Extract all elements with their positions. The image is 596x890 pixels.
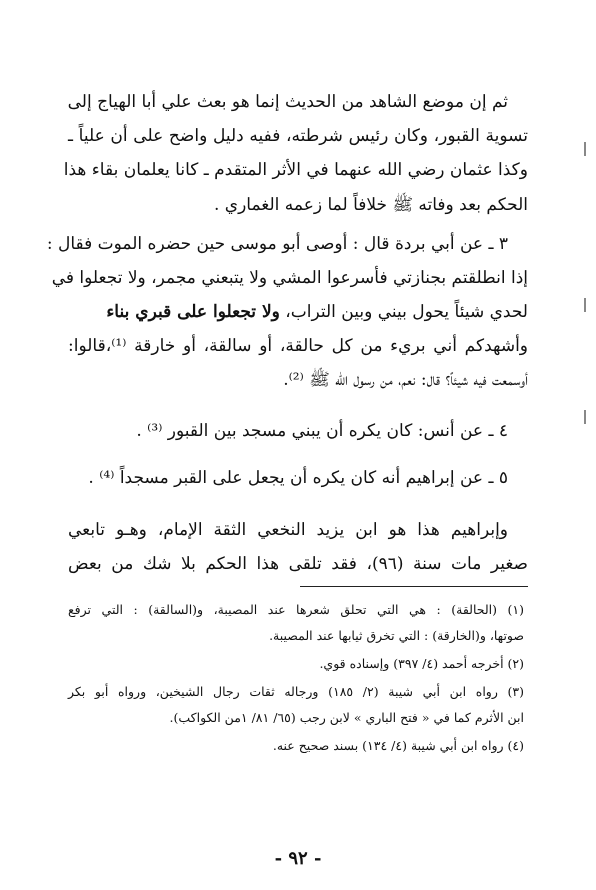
footnote-line: صوتها، و(الخارقة) : التي تخرق ثيابها عند المصيبة. <box>269 628 524 643</box>
hadith-4-line: ٤ ـ عن أنس: كان يكره أن يبني مسجد بين القبور ⁽³⁾ . <box>136 421 508 441</box>
hadith-5-line: ٥ ـ عن إبراهيم أنه كان يكره أن يجعل على القبر مسجداً ⁽⁴⁾ . <box>88 468 508 488</box>
body-text-line: وإبراهيم هذا هو ابن يزيد النخعي الثقة الإمام، وهـو تابعي <box>68 520 508 540</box>
body-text-line: صغير مات سنة (٩٦)، فقد تلقى هذا الحكم بلا شك من بعض <box>68 554 528 574</box>
footnote-line: (٤) رواه ابن أبي شيبة (٤/ ١٣٤) بسند صحيح عنه. <box>272 738 524 753</box>
footnote-line: (١) (الحالقة) : هي التي تحلق شعرها عند المصيبة، و(السالقة) : التي ترفع <box>68 602 524 617</box>
body-text-line: الحكم بعد وفاته ﷺ خلافاً لما زعمه الغماري . <box>213 195 528 215</box>
hadith-3-line: أوسمعت فيه شيئاً؟ قال: نعم، من رسول الله ﷺ ⁽²⁾. <box>283 370 528 390</box>
footnote-line: (٢) أخرجه أحمد (٤/ ٣٩٧) وإسناده قوي. <box>319 656 524 671</box>
margin-mark <box>584 410 586 424</box>
margin-mark <box>584 298 586 312</box>
footnote-line: (٣) رواه ابن أبي شيبة (٢/ ١٨٥) ورجاله ثقات رجال الشيخين، ورواه أبو بكر <box>68 684 525 699</box>
footnote-line: ابن الأثرم كما في « فتح الباري » لابن رجب (٦٥/ ٨١/ ١من الكواكب). <box>169 710 524 725</box>
hadith-3-line: ٣ ـ عن أبي بردة قال : أوصى أبو موسى حين حضره الموت فقال : <box>46 234 508 254</box>
hadith-3-text: لحدي شيئاً يحول بيني وبين التراب، <box>279 302 528 322</box>
margin-mark <box>584 142 586 156</box>
footnote-separator <box>300 586 528 587</box>
hadith-3-line: وأشهدكم أني بريء من كل حالقة، أو سالقة، أو خارقة ⁽¹⁾،قالوا: <box>68 336 528 356</box>
hadith-3-line: إذا انطلقتم بجنازتي فأسرعوا المشي ولا يتبعني مجمر، ولا تجعلوا في <box>51 268 528 288</box>
page-number: - ٩٢ - <box>274 848 322 869</box>
body-text-line: ثم إن موضع الشاهد من الحديث إنما هو بعث علي أبا الهياج إلى <box>67 92 508 112</box>
hadith-3-emphasis: ولا تجعلوا على قبري بناء <box>106 302 280 322</box>
hadith-3-line <box>68 304 528 321</box>
body-text-line: وكذا عثمان رضي الله عنهما في الأثر المتقدم ـ كانا يعلمان بقاء هذا <box>63 160 528 180</box>
body-text-line: تسوية القبور، وكان رئيس شرطته، ففيه دليل واضح على أن علياً ـ <box>68 126 528 146</box>
